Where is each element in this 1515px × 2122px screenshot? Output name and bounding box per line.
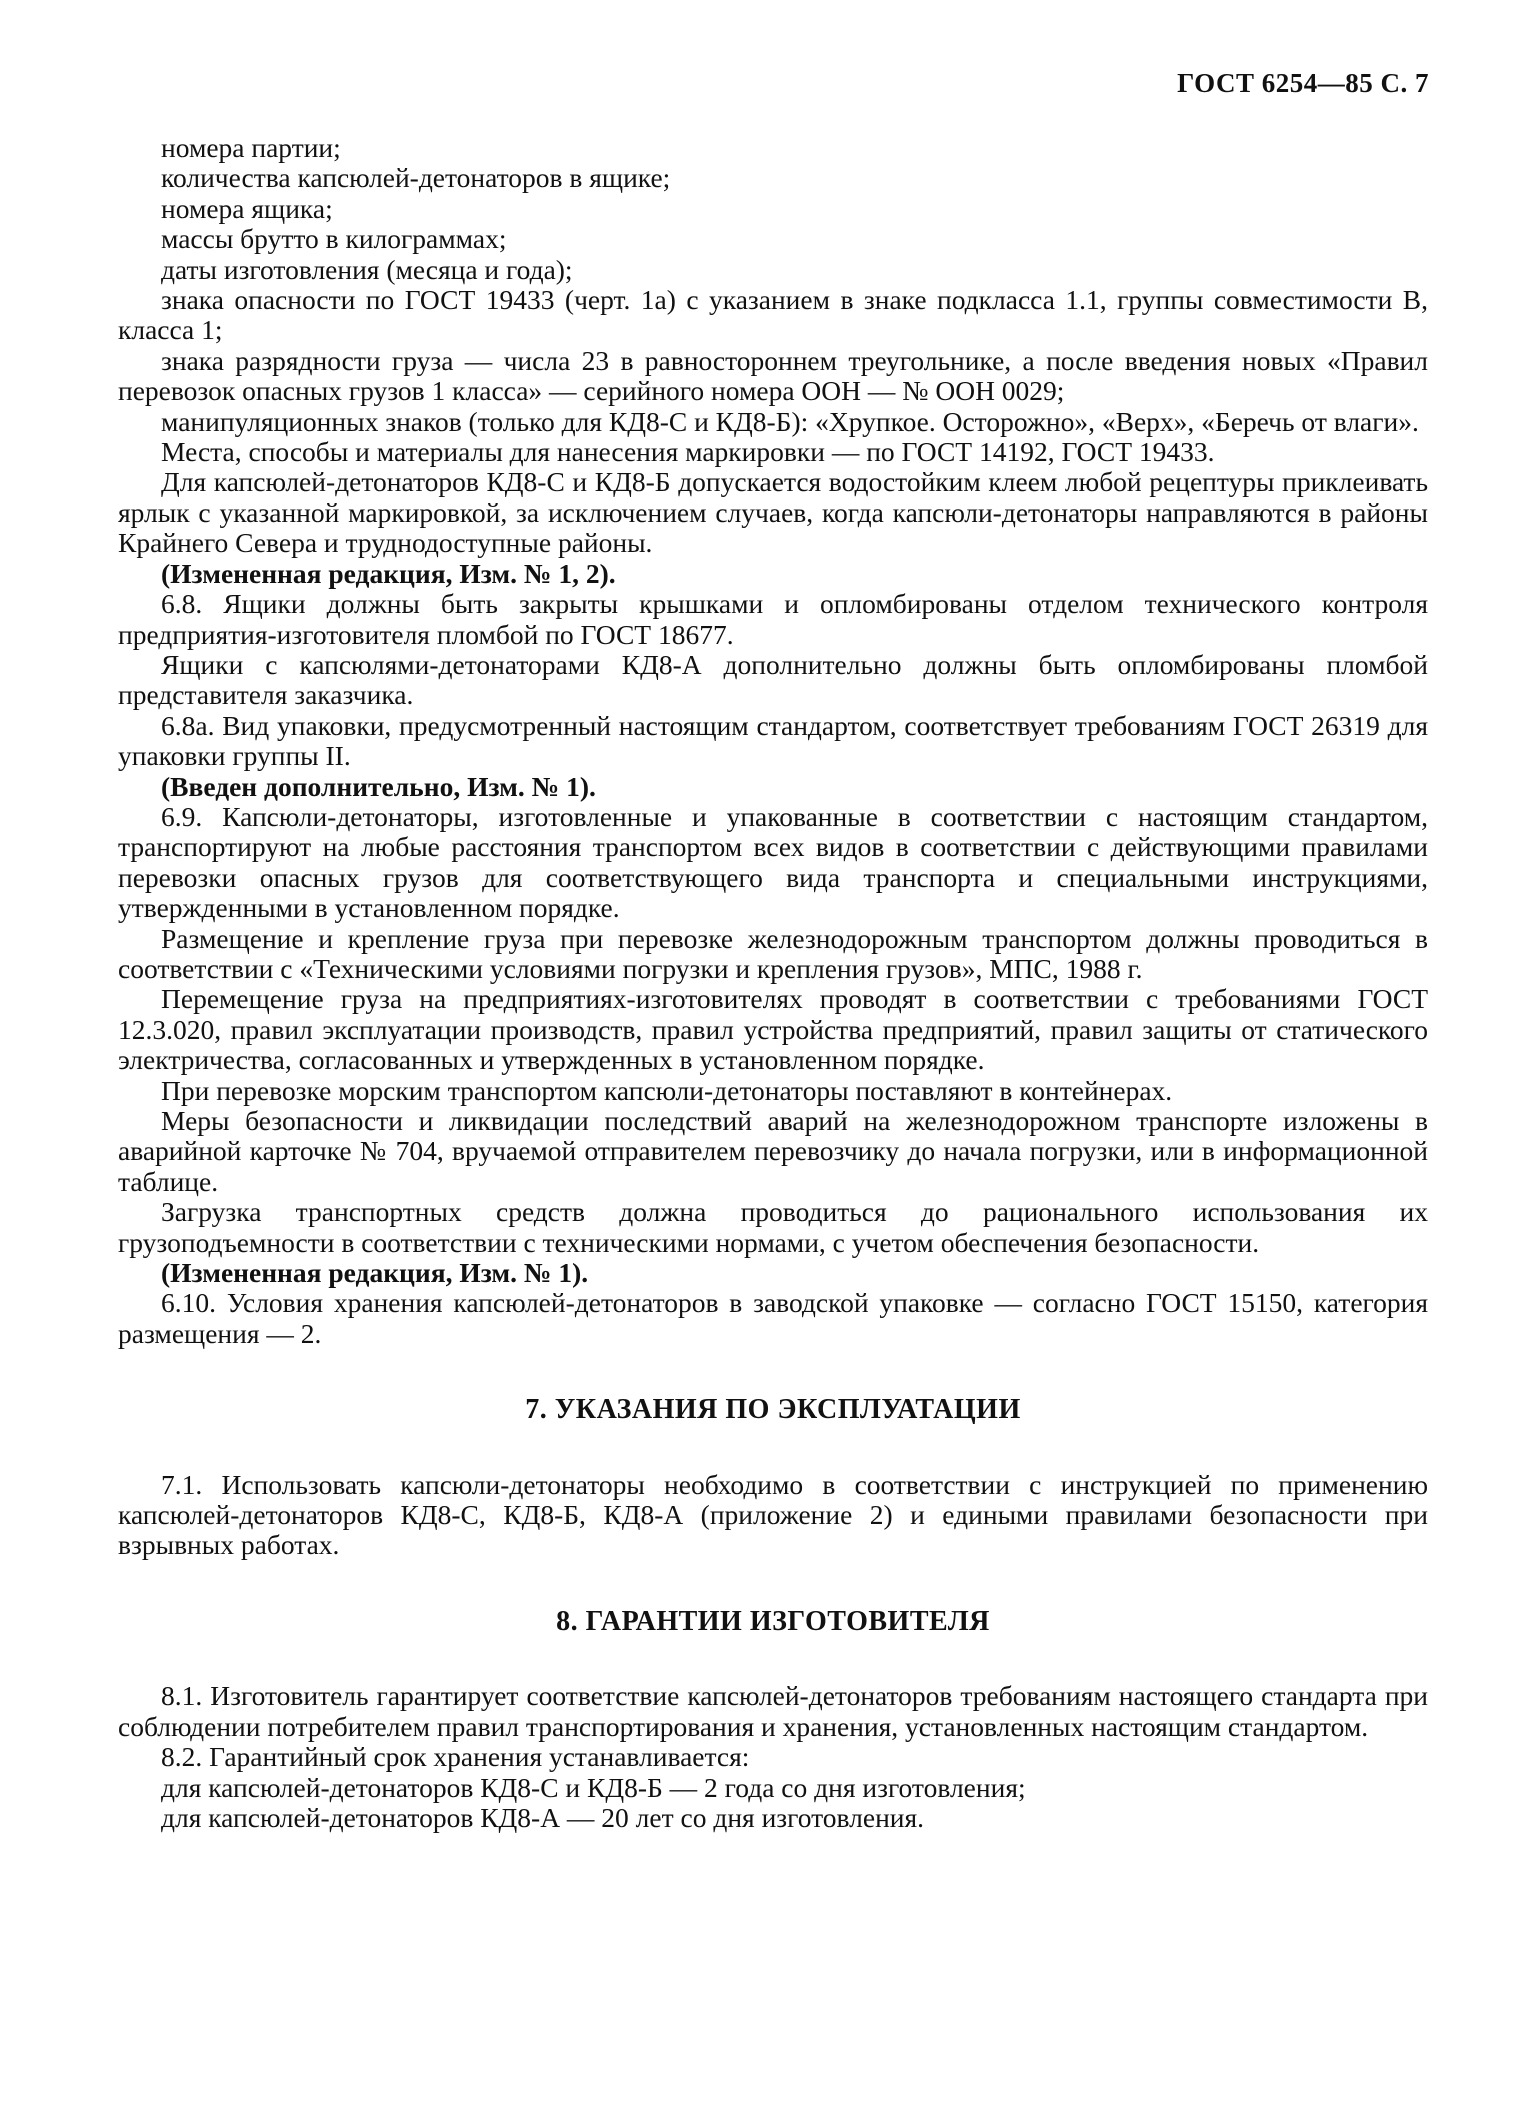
- clause-6-8a: 6.8а. Вид упаковки, предусмотренный настоящим стандартом, соответствует требованиям ГОСТ 26319 для упаковки группы II.: [118, 709, 1428, 772]
- revision-note: (Введен дополнительно, Изм. № 1).: [161, 770, 596, 802]
- paragraph: Места, способы и материалы для нанесения маркировки — по ГОСТ 14192, ГОСТ 19433.: [161, 436, 1215, 468]
- section-title-8: 8. ГАРАНТИИ ИЗГОТОВИТЕЛЯ: [556, 1605, 990, 1637]
- paragraph: Меры безопасности и ликвидации последствий аварий на железнодорожном транспорте изложены в аварийной карточке № 704, вручаемой отправителем перевозчику до начала погрузки, или в информационной таблице.: [118, 1105, 1428, 1197]
- marking-list-item: номера ящика;: [161, 192, 333, 224]
- clause-8-1: 8.1. Изготовитель гарантирует соответствие капсюлей-детонаторов требованиям настоящего стандарта при соблюдении потребителем правил транспортирования и хранения, установленных настоящим стандартом.: [118, 1680, 1428, 1742]
- revision-note: (Измененная редакция, Изм. № 1, 2).: [161, 557, 616, 589]
- document-body: [118, 133, 1428, 1833]
- marking-list-item: количества капсюлей-детонаторов в ящике;: [161, 162, 671, 194]
- marking-list-item: даты изготовления (месяца и года);: [161, 253, 573, 285]
- paragraph: Для капсюлей-детонаторов КД8-С и КД8-Б допускается водостойким клеем любой рецептуры приклеивать ярлык с указанной маркировкой, за исключением случаев, когда капсюли-детонаторы направляются в районы Крайнего Севера и труднодоступные районы.: [118, 466, 1428, 559]
- warranty-item: для капсюлей-детонаторов КД8-А — 20 лет со дня изготовления.: [161, 1801, 925, 1833]
- revision-note: (Измененная редакция, Изм. № 1).: [161, 1257, 589, 1289]
- paragraph: Ящики с капсюлями-детонаторами КД8-А дополнительно должны быть опломбированы пломбой представителя заказчика.: [118, 648, 1428, 711]
- clause-8-2: 8.2. Гарантийный срок хранения устанавливается:: [161, 1741, 750, 1773]
- marking-list-item: номера партии;: [161, 132, 341, 163]
- clause-6-9: 6.9. Капсюли-детонаторы, изготовленные и упакованные в соответствии с настоящим стандартом, транспортируют на любые расстояния транспортом всех видов в соответствии с действующими правилами перевозки опасных грузов для соответствующего вида транспорта и специальными инструкциями, утвержденными в установленном порядке.: [118, 800, 1428, 924]
- marking-list-item: знака разрядности груза — числа 23 в равностороннем треугольнике, а после введения новых «Правил перевозок опасных грузов 1 класса» — серийного номера ООН — № ООН 0029;: [118, 344, 1428, 407]
- paragraph: Перемещение груза на предприятиях-изготовителях проводят в соответствии с требованиями ГОСТ 12.3.020, правил эксплуатации производств, правил устройства предприятий, правил защиты от статического электричества, согласованных и утвержденных в установленном порядке.: [118, 983, 1428, 1076]
- paragraph: Загрузка транспортных средств должна проводиться до рационального использования их грузоподъемности в соответствии с техническими нормами, с учетом обеспечения безопасности.: [118, 1196, 1428, 1258]
- clause-6-10: 6.10. Условия хранения капсюлей-детонаторов в заводской упаковке — согласно ГОСТ 15150, категория размещения — 2.: [118, 1287, 1428, 1349]
- warranty-item: для капсюлей-детонаторов КД8-С и КД8-Б — 2 года со дня изготовления;: [161, 1771, 1026, 1803]
- marking-list-item: массы брутто в килограммах;: [161, 223, 507, 255]
- section-title-7: 7. УКАЗАНИЯ ПО ЭКСПЛУАТАЦИИ: [525, 1394, 1021, 1426]
- marking-list-item: манипуляционных знаков (только для КД8-С и КД8-Б): «Хрупкое. Осторожно», «Верх», «Беречь от влаги».: [161, 405, 1419, 437]
- marking-list-item: знака опасности по ГОСТ 19433 (черт. 1а) с указанием в знаке подкласса 1.1, группы совместимости В, класса 1;: [118, 284, 1428, 346]
- clause-6-8: 6.8. Ящики должны быть закрыты крышками и опломбированы отделом технического контроля предприятия-изготовителя пломбой по ГОСТ 18677.: [118, 588, 1428, 650]
- paragraph: Размещение и крепление груза при перевозке железнодорожным транспортом должны проводиться в соответствии с «Техническими условиями погрузки и крепления грузов», МПС, 1988 г.: [118, 922, 1428, 984]
- clause-7-1: 7.1. Использовать капсюли-детонаторы необходимо в соответствии с инструкцией по применению капсюлей-детонаторов КД8-С, КД8-Б, КД8-А (приложение 2) и едиными правилами безопасности при взрывных работах.: [118, 1468, 1428, 1561]
- page-header: ГОСТ 6254—85 С. 7: [1177, 68, 1429, 98]
- paragraph: При перевозке морским транспортом капсюли-детонаторы поставляют в контейнерах.: [161, 1074, 1173, 1106]
